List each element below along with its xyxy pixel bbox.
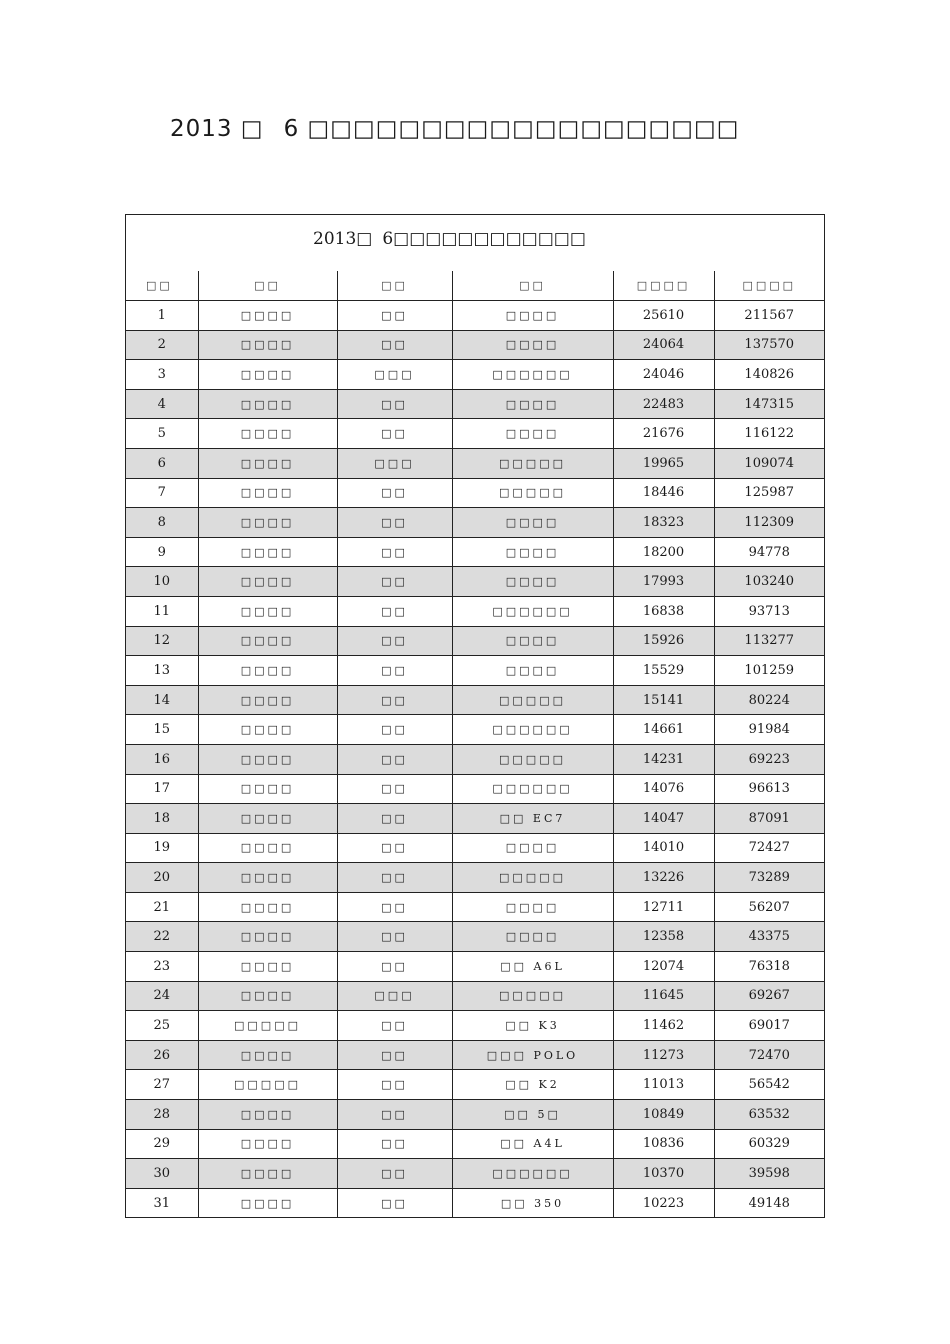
brand-cell: □□□□	[198, 448, 337, 478]
type-cell: □□	[337, 922, 452, 952]
month-sales-cell: 12711	[613, 892, 714, 922]
total-sales-cell: 72427	[714, 833, 824, 863]
model-cell: □□ 350	[452, 1188, 613, 1217]
table-row	[126, 1129, 824, 1159]
month-sales-cell: 11462	[613, 1011, 714, 1041]
rank-cell: 24	[126, 981, 198, 1011]
model-cell: □□□□	[452, 567, 613, 597]
rank-cell: 27	[126, 1070, 198, 1100]
model-cell: □□□□	[452, 508, 613, 538]
model-cell: □□ A6L	[452, 952, 613, 982]
month-sales-cell: 16838	[613, 596, 714, 626]
type-cell: □□	[337, 1040, 452, 1070]
rank-cell: 19	[126, 833, 198, 863]
sales-ranking-table	[126, 271, 824, 1217]
type-cell: □□	[337, 478, 452, 508]
header-type: □□	[337, 271, 452, 301]
month-sales-cell: 14010	[613, 833, 714, 863]
brand-cell: □□□□	[198, 922, 337, 952]
total-sales-cell: 112309	[714, 508, 824, 538]
rank-cell: 28	[126, 1100, 198, 1130]
model-cell: □□□□□□	[452, 774, 613, 804]
model-cell: □□ K3	[452, 1011, 613, 1041]
model-cell: □□□□	[452, 330, 613, 360]
type-cell: □□	[337, 804, 452, 834]
total-sales-cell: 96613	[714, 774, 824, 804]
table-row	[126, 596, 824, 626]
brand-cell: □□□□□	[198, 1070, 337, 1100]
total-sales-cell: 56207	[714, 892, 824, 922]
header-model: □□	[452, 271, 613, 301]
model-cell: □□□□□□	[452, 715, 613, 745]
table-row	[126, 685, 824, 715]
model-cell: □□□□	[452, 419, 613, 449]
brand-cell: □□□□	[198, 744, 337, 774]
total-sales-cell: 43375	[714, 922, 824, 952]
table-row	[126, 301, 824, 331]
total-sales-cell: 72470	[714, 1040, 824, 1070]
rank-cell: 14	[126, 685, 198, 715]
month-sales-cell: 18200	[613, 537, 714, 567]
total-sales-cell: 76318	[714, 952, 824, 982]
table-row	[126, 1159, 824, 1189]
model-cell: □□□□□□	[452, 596, 613, 626]
brand-cell: □□□□	[198, 537, 337, 567]
month-sales-cell: 21676	[613, 419, 714, 449]
caption-text: 6□□□□□□□□□□□□	[382, 229, 586, 249]
type-cell: □□	[337, 1070, 452, 1100]
month-sales-cell: 10223	[613, 1188, 714, 1217]
type-cell: □□	[337, 715, 452, 745]
month-sales-cell: 24064	[613, 330, 714, 360]
rank-cell: 30	[126, 1159, 198, 1189]
brand-cell: □□□□	[198, 360, 337, 390]
total-sales-cell: 39598	[714, 1159, 824, 1189]
rank-cell: 8	[126, 508, 198, 538]
type-cell: □□	[337, 389, 452, 419]
type-cell: □□	[337, 1129, 452, 1159]
table-row	[126, 863, 824, 893]
table-row	[126, 389, 824, 419]
total-sales-cell: 91984	[714, 715, 824, 745]
total-sales-cell: 137570	[714, 330, 824, 360]
total-sales-cell: 109074	[714, 448, 824, 478]
model-cell: □□ K2	[452, 1070, 613, 1100]
table-row	[126, 981, 824, 1011]
total-sales-cell: 103240	[714, 567, 824, 597]
model-cell: □□□□□	[452, 685, 613, 715]
rank-cell: 22	[126, 922, 198, 952]
table-row	[126, 656, 824, 686]
type-cell: □□	[337, 419, 452, 449]
month-sales-cell: 17993	[613, 567, 714, 597]
table-row	[126, 478, 824, 508]
type-cell: □□	[337, 1188, 452, 1217]
total-sales-cell: 140826	[714, 360, 824, 390]
type-cell: □□	[337, 1011, 452, 1041]
type-cell: □□	[337, 330, 452, 360]
brand-cell: □□□□	[198, 478, 337, 508]
total-sales-cell: 63532	[714, 1100, 824, 1130]
total-sales-cell: 93713	[714, 596, 824, 626]
table-row	[126, 892, 824, 922]
month-sales-cell: 12358	[613, 922, 714, 952]
rank-cell: 9	[126, 537, 198, 567]
brand-cell: □□□□	[198, 301, 337, 331]
title-month: 6	[283, 116, 300, 142]
month-sales-cell: 13226	[613, 863, 714, 893]
type-cell: □□	[337, 1100, 452, 1130]
total-sales-cell: 147315	[714, 389, 824, 419]
table-row	[126, 715, 824, 745]
brand-cell: □□□□	[198, 1100, 337, 1130]
brand-cell: □□□□	[198, 330, 337, 360]
table-row	[126, 360, 824, 390]
type-cell: □□	[337, 596, 452, 626]
sales-table-frame	[125, 214, 825, 1218]
brand-cell: □□□□	[198, 774, 337, 804]
month-sales-cell: 19965	[613, 448, 714, 478]
brand-cell: □□□□	[198, 626, 337, 656]
month-sales-cell: 15141	[613, 685, 714, 715]
total-sales-cell: 94778	[714, 537, 824, 567]
rank-cell: 4	[126, 389, 198, 419]
model-cell: □□□□	[452, 626, 613, 656]
brand-cell: □□□□	[198, 833, 337, 863]
model-cell: □□□□□	[452, 744, 613, 774]
table-row	[126, 508, 824, 538]
total-sales-cell: 87091	[714, 804, 824, 834]
rank-cell: 10	[126, 567, 198, 597]
month-sales-cell: 25610	[613, 301, 714, 331]
total-sales-cell: 69267	[714, 981, 824, 1011]
month-sales-cell: 15926	[613, 626, 714, 656]
brand-cell: □□□□	[198, 1040, 337, 1070]
total-sales-cell: 101259	[714, 656, 824, 686]
rank-cell: 25	[126, 1011, 198, 1041]
type-cell: □□□	[337, 448, 452, 478]
month-sales-cell: 14076	[613, 774, 714, 804]
month-sales-cell: 14047	[613, 804, 714, 834]
type-cell: □□	[337, 892, 452, 922]
total-sales-cell: 69223	[714, 744, 824, 774]
rank-cell: 7	[126, 478, 198, 508]
type-cell: □□	[337, 685, 452, 715]
model-cell: □□ EC7	[452, 804, 613, 834]
rank-cell: 21	[126, 892, 198, 922]
brand-cell: □□□□	[198, 389, 337, 419]
model-cell: □□□□□	[452, 863, 613, 893]
rank-cell: 18	[126, 804, 198, 834]
model-cell: □□□□□	[452, 981, 613, 1011]
caption-year: 2013	[313, 229, 357, 249]
type-cell: □□	[337, 774, 452, 804]
table-row	[126, 922, 824, 952]
model-cell: □□□□	[452, 301, 613, 331]
brand-cell: □□□□	[198, 1159, 337, 1189]
model-cell: □□□□	[452, 389, 613, 419]
rank-cell: 26	[126, 1040, 198, 1070]
month-sales-cell: 11013	[613, 1070, 714, 1100]
table-row	[126, 567, 824, 597]
type-cell: □□	[337, 508, 452, 538]
rank-cell: 6	[126, 448, 198, 478]
model-cell: □□□□□□	[452, 360, 613, 390]
total-sales-cell: 69017	[714, 1011, 824, 1041]
total-sales-cell: 211567	[714, 301, 824, 331]
brand-cell: □□□□	[198, 508, 337, 538]
total-sales-cell: 49148	[714, 1188, 824, 1217]
brand-cell: □□□□	[198, 892, 337, 922]
total-sales-cell: 80224	[714, 685, 824, 715]
model-cell: □□□□	[452, 656, 613, 686]
brand-cell: □□□□	[198, 596, 337, 626]
table-row	[126, 419, 824, 449]
table-row	[126, 1040, 824, 1070]
table-caption: 2013□ 6□□□□□□□□□□□□	[313, 229, 586, 249]
header-rank: □□	[126, 271, 198, 301]
brand-cell: □□□□□	[198, 1011, 337, 1041]
month-sales-cell: 18323	[613, 508, 714, 538]
table-row	[126, 537, 824, 567]
month-sales-cell: 24046	[613, 360, 714, 390]
model-cell: □□□□□□	[452, 1159, 613, 1189]
rank-cell: 3	[126, 360, 198, 390]
total-sales-cell: 60329	[714, 1129, 824, 1159]
type-cell: □□	[337, 833, 452, 863]
rank-cell: 15	[126, 715, 198, 745]
rank-cell: 16	[126, 744, 198, 774]
table-row	[126, 744, 824, 774]
rank-cell: 20	[126, 863, 198, 893]
table-row	[126, 330, 824, 360]
month-sales-cell: 10849	[613, 1100, 714, 1130]
month-sales-cell: 10836	[613, 1129, 714, 1159]
table-row	[126, 1188, 824, 1217]
table-row	[126, 833, 824, 863]
brand-cell: □□□□	[198, 1188, 337, 1217]
month-sales-cell: 22483	[613, 389, 714, 419]
table-row	[126, 774, 824, 804]
month-sales-cell: 11645	[613, 981, 714, 1011]
type-cell: □□	[337, 863, 452, 893]
total-sales-cell: 73289	[714, 863, 824, 893]
model-cell: □□□□	[452, 537, 613, 567]
rank-cell: 11	[126, 596, 198, 626]
rank-cell: 29	[126, 1129, 198, 1159]
total-sales-cell: 125987	[714, 478, 824, 508]
header-month-sales: □□□□	[613, 271, 714, 301]
header-row	[126, 271, 824, 301]
title-text: □□□□□□□□□□□□□□□□□□□	[307, 116, 740, 142]
model-cell: □□ 5□	[452, 1100, 613, 1130]
model-cell: □□□□	[452, 922, 613, 952]
table-row	[126, 1011, 824, 1041]
type-cell: □□	[337, 567, 452, 597]
month-sales-cell: 14231	[613, 744, 714, 774]
total-sales-cell: 113277	[714, 626, 824, 656]
type-cell: □□	[337, 537, 452, 567]
rank-cell: 31	[126, 1188, 198, 1217]
table-row	[126, 952, 824, 982]
total-sales-cell: 56542	[714, 1070, 824, 1100]
brand-cell: □□□□	[198, 1129, 337, 1159]
rank-cell: 5	[126, 419, 198, 449]
brand-cell: □□□□	[198, 419, 337, 449]
table-row	[126, 1070, 824, 1100]
month-sales-cell: 11273	[613, 1040, 714, 1070]
rank-cell: 23	[126, 952, 198, 982]
brand-cell: □□□□	[198, 863, 337, 893]
title-year: 2013	[170, 116, 233, 142]
type-cell: □□	[337, 626, 452, 656]
table-row	[126, 804, 824, 834]
brand-cell: □□□□	[198, 981, 337, 1011]
type-cell: □□	[337, 301, 452, 331]
month-sales-cell: 14661	[613, 715, 714, 745]
brand-cell: □□□□	[198, 656, 337, 686]
model-cell: □□ A4L	[452, 1129, 613, 1159]
rank-cell: 12	[126, 626, 198, 656]
rank-cell: 13	[126, 656, 198, 686]
rank-cell: 17	[126, 774, 198, 804]
month-sales-cell: 18446	[613, 478, 714, 508]
brand-cell: □□□□	[198, 952, 337, 982]
model-cell: □□□□	[452, 833, 613, 863]
rank-cell: 2	[126, 330, 198, 360]
month-sales-cell: 10370	[613, 1159, 714, 1189]
type-cell: □□□	[337, 981, 452, 1011]
type-cell: □□	[337, 656, 452, 686]
rank-cell: 1	[126, 301, 198, 331]
type-cell: □□	[337, 952, 452, 982]
model-cell: □□□□□	[452, 448, 613, 478]
header-brand: □□	[198, 271, 337, 301]
brand-cell: □□□□	[198, 804, 337, 834]
table-body	[126, 301, 824, 1218]
table-row	[126, 1100, 824, 1130]
header-total-sales: □□□□	[714, 271, 824, 301]
table-row	[126, 626, 824, 656]
brand-cell: □□□□	[198, 715, 337, 745]
model-cell: □□□□	[452, 892, 613, 922]
model-cell: □□□ POLO	[452, 1040, 613, 1070]
month-sales-cell: 12074	[613, 952, 714, 982]
total-sales-cell: 116122	[714, 419, 824, 449]
model-cell: □□□□□	[452, 478, 613, 508]
type-cell: □□	[337, 744, 452, 774]
brand-cell: □□□□	[198, 685, 337, 715]
month-sales-cell: 15529	[613, 656, 714, 686]
type-cell: □□□	[337, 360, 452, 390]
type-cell: □□	[337, 1159, 452, 1189]
document-title: 2013 □ 6 □□□□□□□□□□□□□□□□□□□	[170, 116, 740, 142]
brand-cell: □□□□	[198, 567, 337, 597]
table-row	[126, 448, 824, 478]
